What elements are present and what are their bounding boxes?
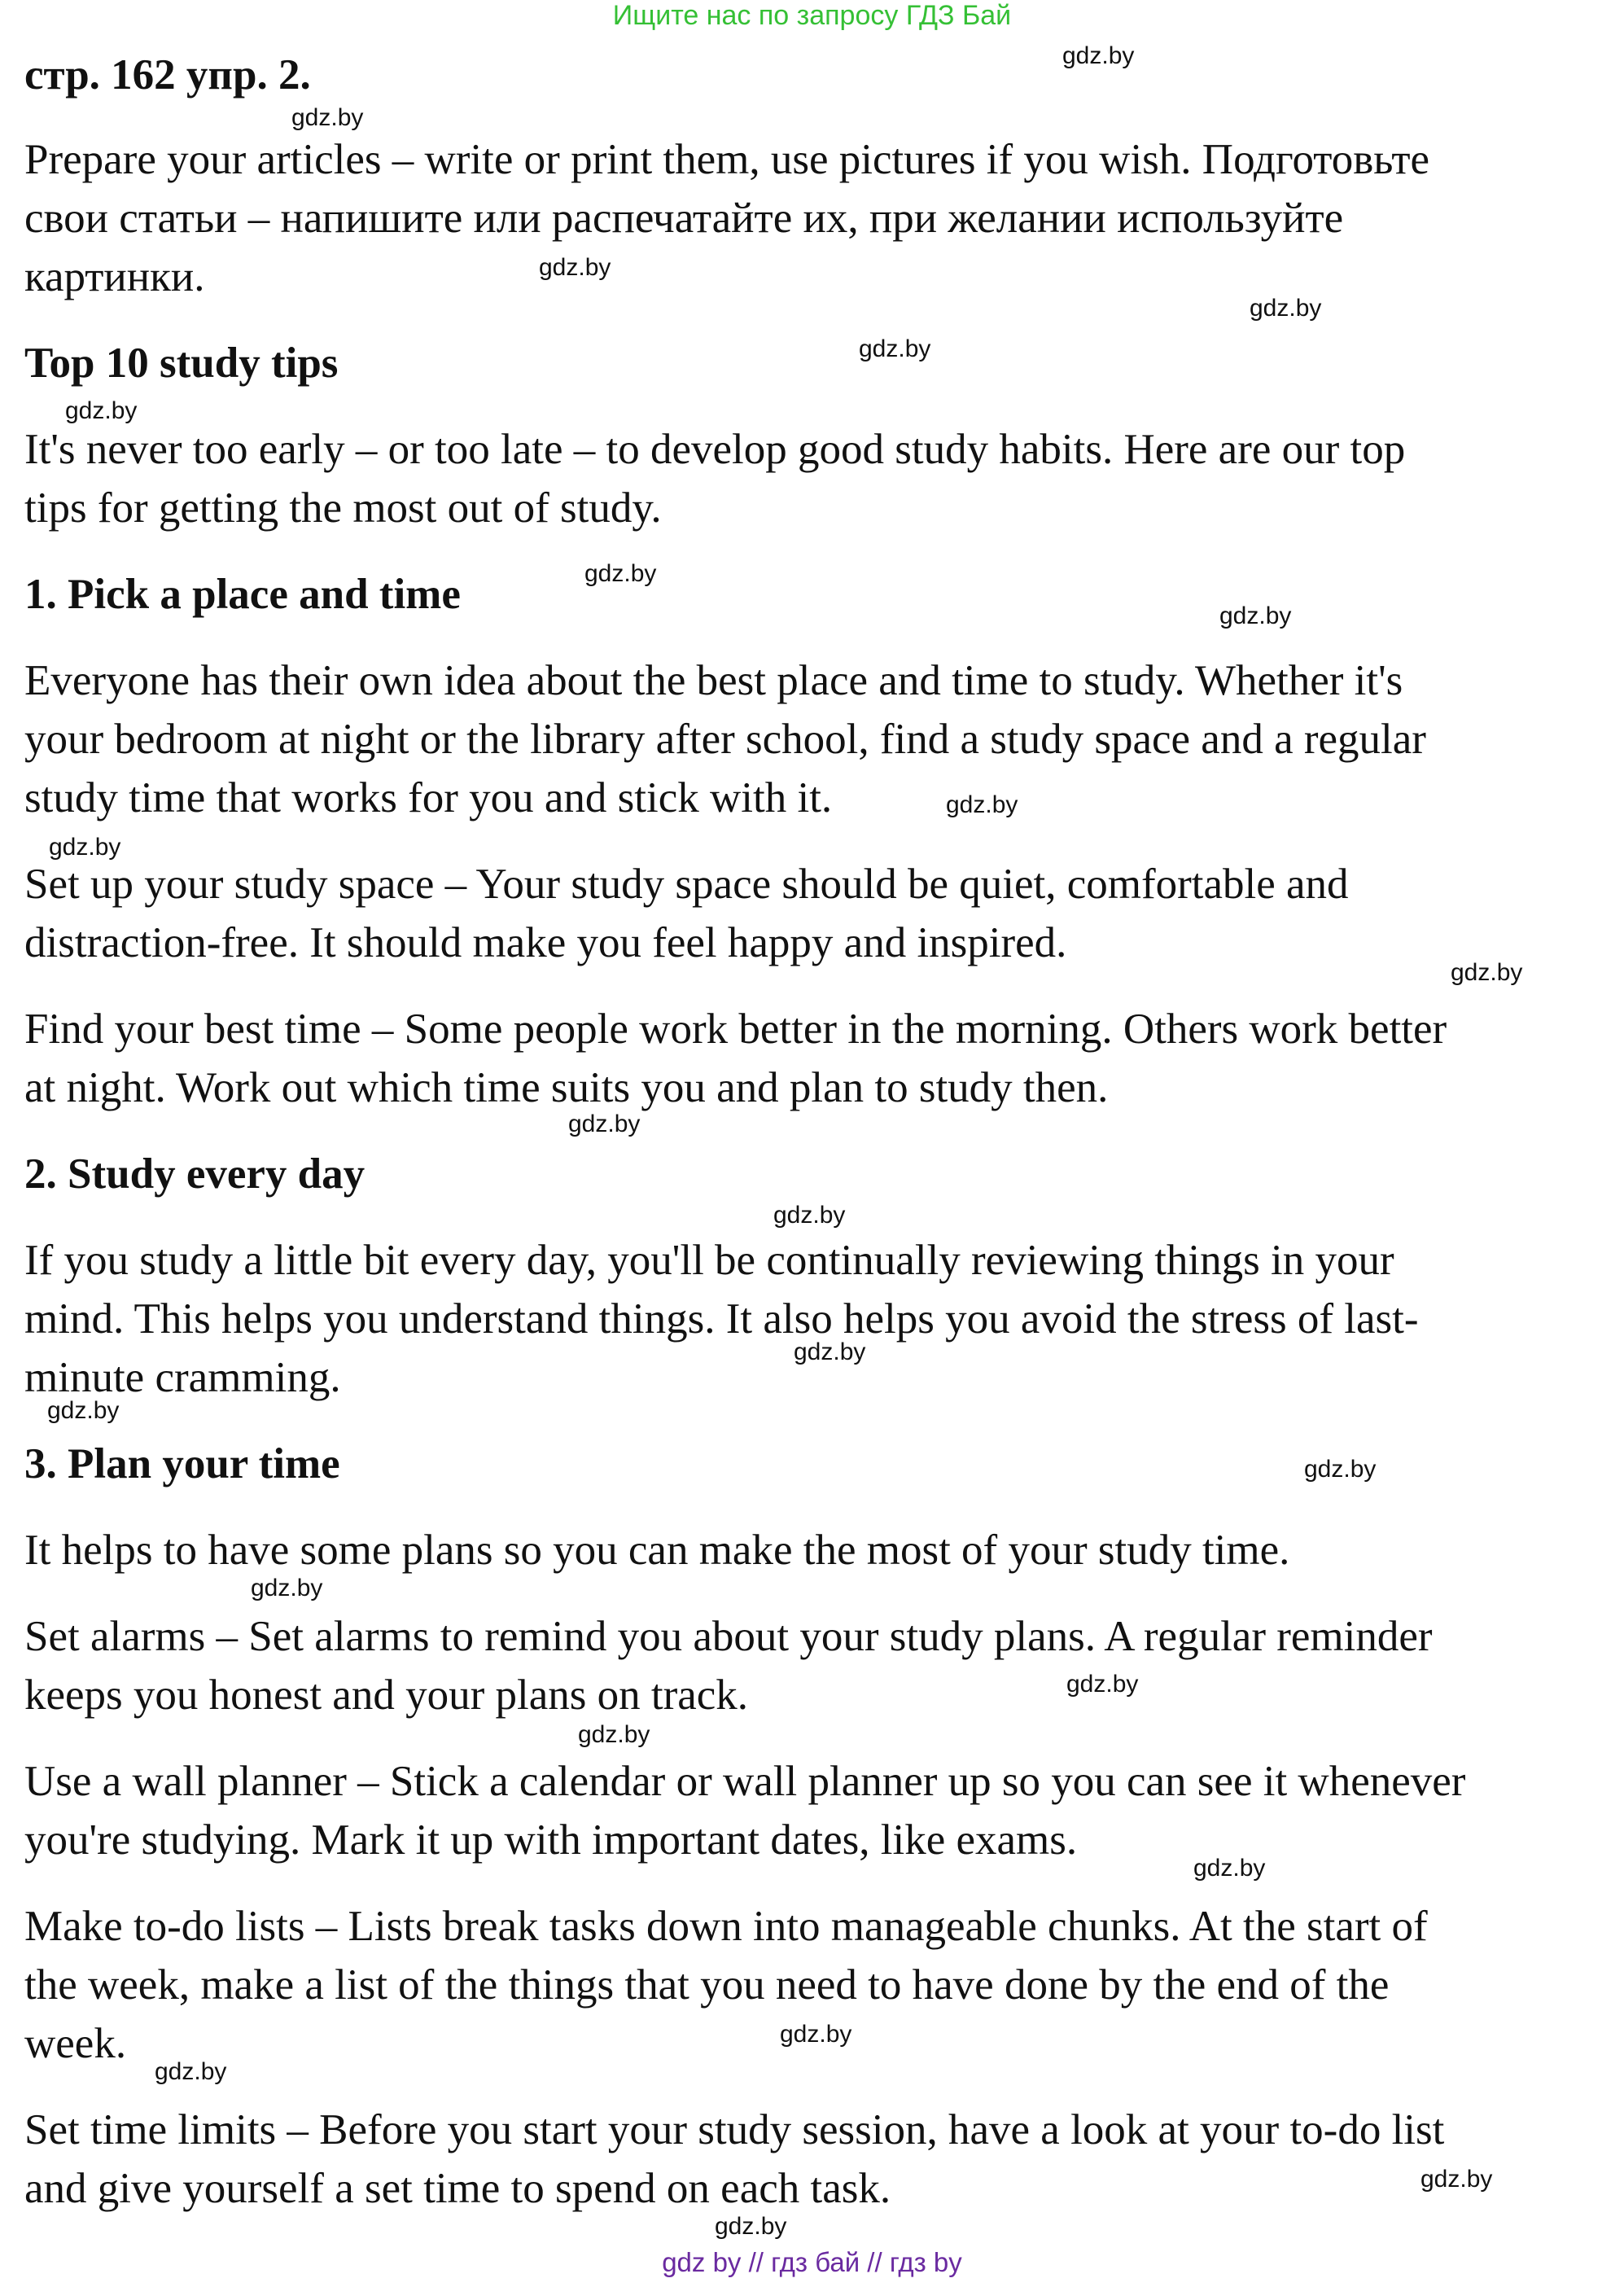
watermark: gdz.by	[1219, 602, 1292, 629]
watermark: gdz.by	[47, 1397, 120, 1424]
paragraph-line: you're studying. Mark it up with important dates, like exams.	[24, 1816, 1078, 1864]
watermark: gdz.by	[773, 1202, 846, 1229]
paragraph-line: If you study a little bit every day, you'll be continually reviewing things in your	[24, 1237, 1394, 1284]
paragraph-line: study time that works for you and stick with it.	[24, 774, 833, 821]
watermark: gdz.by	[1250, 295, 1322, 322]
paragraph-line: Set up your study space – Your study space should be quiet, comfortable and	[24, 861, 1349, 908]
watermark: gdz.by	[794, 1338, 866, 1365]
paragraph-line: Use a wall planner – Stick a calendar or wall planner up so you can see it whenever	[24, 1758, 1466, 1805]
task-line: свои статьи – напишите или распечатайте их, при желании используйте	[24, 195, 1344, 242]
paragraph-line: at night. Work out which time suits you and plan to study then.	[24, 1064, 1109, 1111]
paragraph-line: Make to-do lists – Lists break tasks down into manageable chunks. At the start of	[24, 1903, 1428, 1950]
watermark: gdz.by	[584, 560, 657, 587]
paragraph-line: distraction-free. It should make you feel happy and inspired.	[24, 919, 1067, 966]
paragraph-line: Everyone has their own idea about the best place and time to study. Whether it's	[24, 657, 1403, 704]
intro-line: It's never too early – or too late – to develop good study habits. Here are our top	[24, 426, 1406, 473]
paragraph-line: the week, make a list of the things that you need to have done by the end of the	[24, 1961, 1390, 2009]
watermark: gdz.by	[291, 104, 364, 131]
watermark: gdz.by	[946, 791, 1018, 818]
watermark: gdz.by	[155, 2058, 227, 2085]
section-heading: 2. Study every day	[24, 1150, 366, 1198]
watermark: gdz.by	[65, 397, 138, 424]
paragraph-line: keeps you honest and your plans on track.	[24, 1671, 749, 1719]
watermark: gdz.by	[251, 1575, 323, 1601]
article-title: Top 10 study tips	[24, 340, 339, 387]
watermark: gdz.by	[568, 1111, 641, 1137]
watermark: gdz.by	[1062, 42, 1135, 69]
promo-banner: Ищите нас по запросу ГДЗ Бай	[612, 0, 1012, 31]
watermark: gdz.by	[1066, 1671, 1139, 1698]
paragraph-line: It helps to have some plans so you can make the most of your study time.	[24, 1527, 1290, 1574]
watermark: gdz.by	[1451, 959, 1523, 986]
watermark: gdz.by	[539, 254, 611, 281]
paragraph-line: and give yourself a set time to spend on each task.	[24, 2165, 891, 2212]
watermark: gdz.by	[1420, 2166, 1493, 2193]
paragraph-line: Find your best time – Some people work better in the morning. Others work better	[24, 1005, 1447, 1053]
paragraph-line: minute cramming.	[24, 1354, 341, 1401]
intro-line: tips for getting the most out of study.	[24, 484, 662, 532]
footer-links: gdz by // гдз бай // гдз by	[662, 2247, 962, 2277]
paragraph-line: Set alarms – Set alarms to remind you about your study plans. A regular reminder	[24, 1613, 1433, 1660]
watermark: gdz.by	[578, 1721, 650, 1748]
section-heading: 1. Pick a place and time	[24, 571, 461, 618]
watermark: gdz.by	[49, 834, 121, 861]
exercise-title: стр. 162 упр. 2.	[24, 51, 311, 99]
watermark: gdz.by	[715, 2213, 787, 2240]
task-line: картинки.	[24, 253, 205, 300]
watermark: gdz.by	[1304, 1456, 1377, 1483]
paragraph-line: mind. This helps you understand things. It also helps you avoid the stress of last-	[24, 1295, 1419, 1343]
section-heading: 3. Plan your time	[24, 1440, 340, 1487]
watermark: gdz.by	[1193, 1855, 1266, 1882]
paragraph-line: week.	[24, 2020, 127, 2067]
watermark: gdz.by	[859, 335, 931, 362]
paragraph-line: your bedroom at night or the library after school, find a study space and a regular	[24, 716, 1426, 763]
task-line: Prepare your articles – write or print them, use pictures if you wish. Подготовьте	[24, 136, 1430, 183]
paragraph-line: Set time limits – Before you start your study session, have a look at your to-do list	[24, 2106, 1445, 2153]
watermark: gdz.by	[780, 2021, 852, 2048]
